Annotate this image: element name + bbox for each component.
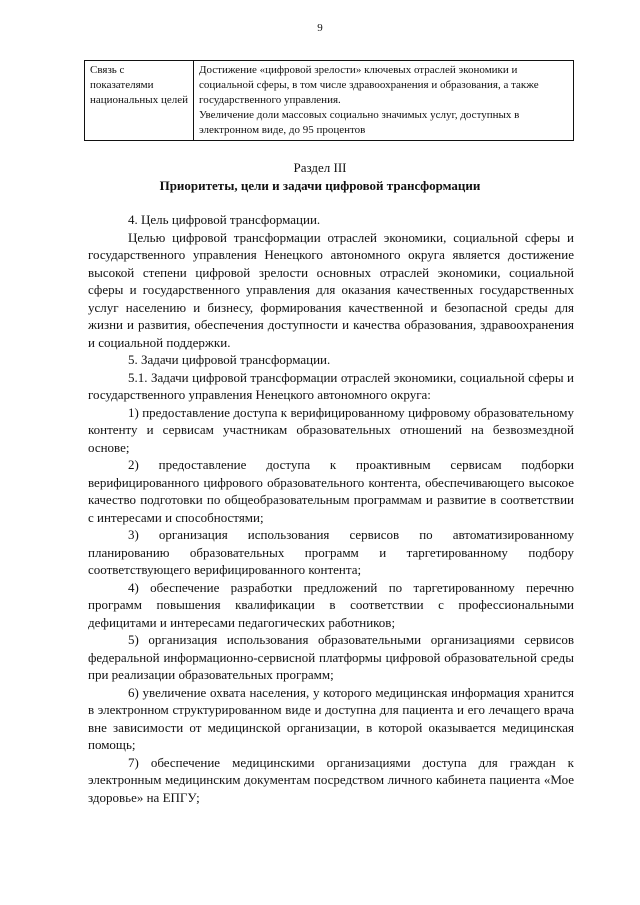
table-cell-paragraph: Достижение «цифровой зрелости» ключевых отраслей экономики и социальной сферы, в том числе здравоохранения и образования, а также государственного управления.	[199, 64, 539, 106]
table-cell-label: Связь с показателями национальных целей	[85, 61, 194, 141]
paragraph-tasks-heading: 5. Задачи цифровой трансформации.	[128, 352, 331, 367]
national-goals-link-table	[84, 60, 574, 141]
list-item: 5) организация использования образовательными организациями сервисов федеральной информационно-сервисной платформы цифровой образовательной среды при реализации образовательных программ;	[88, 632, 574, 682]
section-title: Приоритеты, цели и задачи цифровой трансформации	[159, 178, 481, 193]
table-cell-paragraph: Увеличение доли массовых социально значимых услуг, доступных в электронном виде, до 95 процентов	[199, 109, 520, 136]
list-item: 2) предоставление доступа к проактивным сервисам подборки верифицированного цифрового образовательного контента, обеспечивающего высокое качество подготовки по общеобразовательным программам и развитие в соответствии с интересами и способностями;	[88, 457, 574, 525]
list-item: 1) предоставление доступа к верифицированному цифровому образовательному контенту и сервисам участникам образовательных отношений на безвозмездной основе;	[88, 404, 574, 455]
list-item: 4) обеспечение разработки предложений по таргетированному перечню программ повышения квалификации в соответствии с профессиональными дефицитами и интересами педагогических работников;	[88, 579, 574, 630]
section-label: Раздел III	[293, 160, 347, 175]
list-item: 7) обеспечение медицинскими организациями доступа для граждан к электронным медицинским документам посредством личного кабинета пациента «Мое здоровье» на ЕПГУ;	[88, 754, 574, 805]
paragraph-goal-heading: 4. Цель цифровой трансформации.	[128, 212, 321, 227]
paragraph-tasks-intro: 5.1. Задачи цифровой трансформации отраслей экономики, социальной сферы и государственного управления Ненецкого автономного округа:	[88, 369, 574, 402]
list-item: 6) увеличение охвата населения, у которого медицинская информация хранится в электронном структурированном виде и доступна для пациента и его лечащего врача вне зависимости от медицинской организации, в которой оказывается медицинская помощь;	[88, 684, 574, 752]
paragraph-goal-text: Целью цифровой трансформации отраслей экономики, социальной сферы и государственного управления Ненецкого автономного округа является достижение высокой степени цифровой зрелости основных отраслей экономики, социальной сферы и государственного управления для оказания качественных государственных услуг населению и бизнесу, формирования качественной и безопасной среды для жизни и развития, обеспечения доступности и качества образования, здравоохранения и социальной поддержки.	[88, 229, 574, 350]
table-cell-content	[194, 61, 574, 141]
table-row	[85, 61, 574, 141]
list-item: 3) организация использования сервисов по автоматизированному планированию образовательных программ и таргетированному подбору соответствующего верифицированного контента;	[88, 527, 574, 577]
document-body	[88, 211, 574, 806]
page-number: 9	[317, 22, 323, 34]
